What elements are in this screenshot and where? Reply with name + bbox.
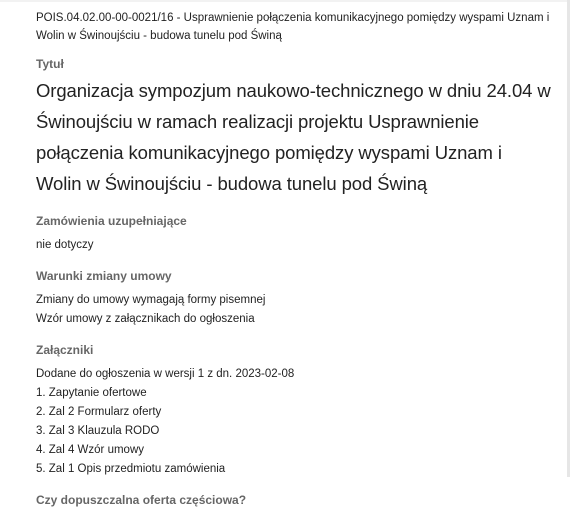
partial-offer-label: Czy dopuszczalna oferta częściowa? [36,493,247,507]
supplementary-orders-value: nie dotyczy [36,239,94,251]
title-label: Tytuł [36,57,64,71]
attachment-link[interactable]: 3. Zal 3 Klauzula RODO [36,425,160,437]
contract-changes-label: Warunki zmiany umowy [36,269,172,283]
partial-offer-section [36,492,552,508]
attachments-list [36,384,552,479]
notice-document [36,0,552,508]
attachment-link[interactable]: 1. Zapytanie ofertowe [36,387,147,399]
attachment-link[interactable]: 4. Zal 4 Wzór umowy [36,444,144,456]
contract-changes-line: Wzór umowy z załącznikach do ogłoszenia [36,313,255,325]
project-reference: POIS.04.02.00-00-0021/16 - Usprawnienie połączenia komunikacyjnego pomiędzy wyspami Uznam i Wolin w Świnoujściu - budowa tunelu pod Świną [36,12,550,42]
contract-changes-line: Zmiany do umowy wymagają formy pisemnej [36,294,266,306]
supplementary-orders-section [36,213,552,255]
notice-title: Organizacja sympozjum naukowo-technicznego w dniu 24.04 w Świnoujściu w ramach realizacji projektu Usprawnienie połączenia komunikacyjnego pomiędzy wyspami Uznam i Wolin w Świnoujściu - budowa tunelu pod Świną [36,80,551,194]
attachments-added-note: Dodane do ogłoszenia w wersji 1 z dn. 2023-02-08 [36,368,295,380]
attachment-link[interactable]: 5. Zal 1 Opis przedmiotu zamówienia [36,463,226,475]
attachments-section [36,342,552,479]
contract-changes-section [36,268,552,329]
supplementary-orders-label: Zamówienia uzupełniające [36,214,187,228]
attachments-label: Załączniki [36,343,94,357]
attachment-link[interactable]: 2. Zal 2 Formularz oferty [36,406,162,418]
